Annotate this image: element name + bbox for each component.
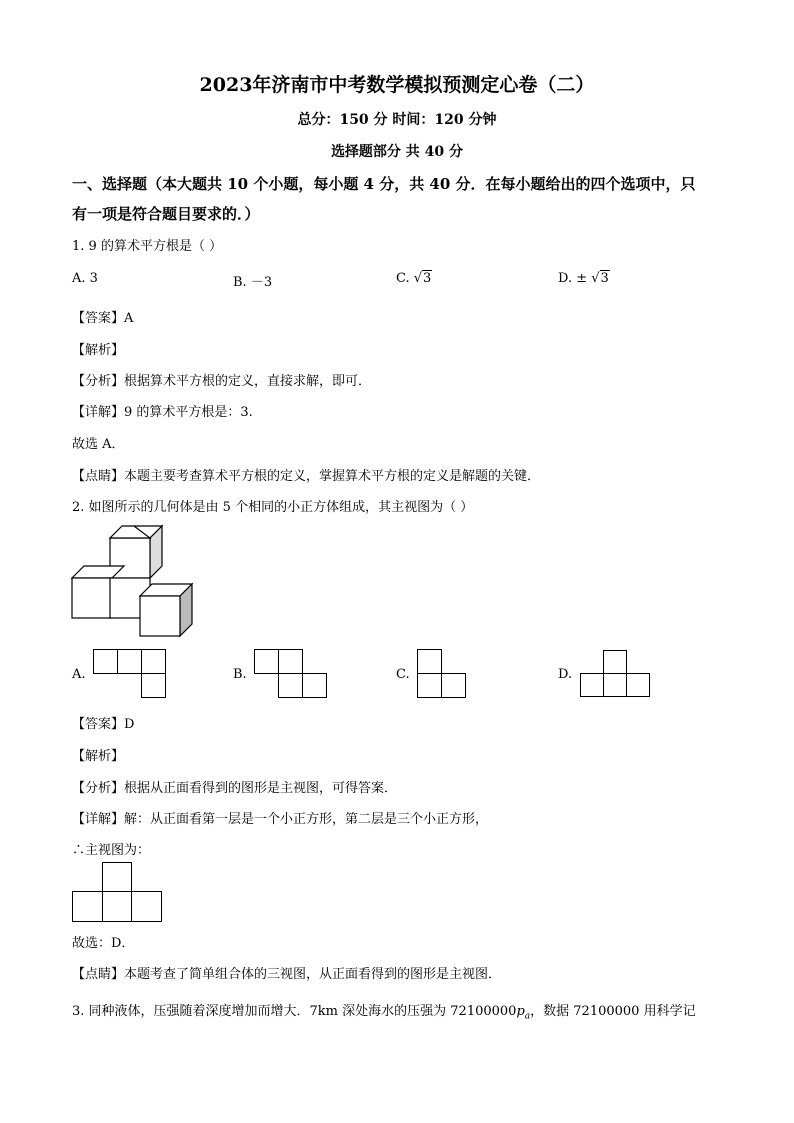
q3-stem bbox=[72, 1000, 696, 1022]
q1-xiangjie: 【详解】9 的算术平方根是：3. bbox=[72, 405, 253, 420]
q1-option-b: B. －3 bbox=[233, 275, 273, 290]
q1-option-c bbox=[396, 271, 432, 286]
q2-option-b: B. bbox=[233, 667, 247, 682]
unit-sub: a bbox=[524, 1011, 531, 1022]
q1-conclusion: 故选 A． bbox=[72, 437, 125, 452]
sqrt-sign: √ bbox=[591, 271, 600, 286]
q2-stem: 2. 如图所示的几何体是由 5 个相同的小正方体组成，其主视图为（ ） bbox=[72, 500, 474, 515]
q1-option-d-label: D. ± bbox=[558, 271, 592, 286]
q1-dianjing: 【点睛】本题主要考查算术平方根的定义，掌握算术平方根的定义是解题的关键． bbox=[72, 469, 541, 484]
q2-analysis-heading: 【解析】 bbox=[72, 749, 125, 764]
part-heading: 选择题部分 共 40 分 bbox=[330, 144, 464, 160]
q2-option-d: D. bbox=[558, 667, 573, 682]
q2-option-c: C. bbox=[396, 667, 410, 682]
q2-conclusion: 故选：D． bbox=[72, 936, 135, 951]
q1-fenxi: 【分析】根据算术平方根的定义，直接求解，即可． bbox=[72, 374, 372, 389]
page-title: 2023年济南市中考数学模拟预测定心卷（二） bbox=[199, 74, 595, 96]
q3-stem-part2: ，数据 72100000 用科学记 bbox=[530, 1004, 696, 1019]
q2-dianjing: 【点睛】本题考查了简单组合体的三视图，从正面看得到的图形是主视图． bbox=[72, 967, 502, 982]
cube-solid-figure bbox=[70, 524, 210, 639]
q1-answer: 【答案】A bbox=[72, 311, 134, 326]
q2-answer: 【答案】D bbox=[72, 717, 135, 732]
q2-xiangjie: 【详解】解：从正面看第一层是一个小正方形，第二层是三个小正方形， bbox=[72, 812, 489, 827]
unit-p: p bbox=[516, 1004, 525, 1019]
q1-option-c-label: C. bbox=[396, 271, 414, 286]
section-heading-line2: 有一项是符合题目要求的．） bbox=[72, 205, 260, 223]
q1-option-d-radicand: 3 bbox=[600, 271, 609, 286]
sqrt-sign: √ bbox=[413, 271, 423, 286]
pressure-unit bbox=[516, 1004, 531, 1022]
q2-option-a: A. bbox=[72, 667, 86, 682]
q1-option-a: A. 3 bbox=[72, 271, 98, 286]
q2-fenxi: 【分析】根据从正面看得到的图形是主视图，可得答案． bbox=[72, 781, 398, 796]
q1-stem: 1. 9 的算术平方根是（ ） bbox=[72, 239, 223, 254]
q3-stem-part1: 3. 同种液体，压强随着深度增加而增大．7km 深处海水的压强为 72100000 bbox=[72, 1004, 517, 1019]
q2-therefore: ∴主视图为： bbox=[72, 843, 151, 858]
q1-option-c-radicand: 3 bbox=[423, 271, 432, 286]
q1-analysis-heading: 【解析】 bbox=[72, 343, 125, 358]
section-heading-line1: 一、选择题（本大题共 10 个小题，每小题 4 分，共 40 分．在每小题给出的四个选项中，只 bbox=[72, 175, 696, 193]
q1-option-d bbox=[558, 271, 610, 286]
exam-meta: 总分：150 分 时间：120 分钟 bbox=[297, 112, 497, 128]
